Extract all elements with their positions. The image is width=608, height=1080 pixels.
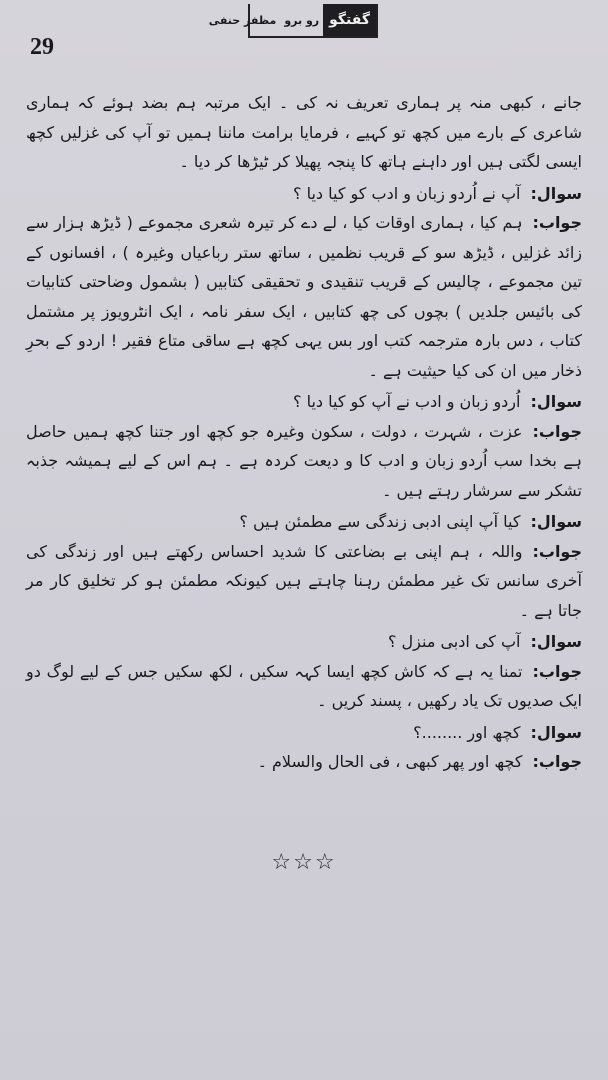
- answer-1: [26, 208, 582, 385]
- body-text: [26, 88, 582, 777]
- header-title: گفتگو: [323, 4, 376, 36]
- question-label: سوال:: [530, 722, 582, 742]
- answer-label: جواب:: [532, 661, 582, 681]
- question-4: [26, 627, 582, 657]
- answer-label: جواب:: [532, 541, 582, 561]
- running-header: [208, 4, 378, 38]
- question-text: کیا آپ اپنی ادبی زندگی سے مطمئن ہیں ؟: [239, 512, 521, 531]
- answer-text: واللہ ، ہم اپنی بے بضاعتی کا شدید احساس رکھتے ہیں اور زندگی کی آخری سانس تک غیر مطمئن رہنا چاہتے ہیں کیونکہ مطمئن ہو کر تخلیق کار مر جاتا ہے ۔: [26, 541, 582, 620]
- question-label: سوال:: [530, 512, 582, 531]
- answer-label: جواب:: [532, 752, 582, 771]
- answer-5: [26, 747, 582, 777]
- question-1: [26, 179, 582, 209]
- answer-text: تمنا یہ ہے کہ کاش کچھ ایسا کہہ سکیں ، لکھ سکیں جس کے لیے لوگ دو ایک صدیوں تک یاد رکھیں ، پسند کریں ۔: [26, 661, 582, 710]
- question-label: سوال:: [530, 183, 582, 203]
- answer-label: جواب:: [532, 213, 582, 232]
- header-author: مظفر حنفی: [208, 13, 277, 27]
- question-text: اُردو زبان و ادب نے آپ کو کیا دیا ؟: [293, 392, 521, 411]
- question-2: [26, 387, 582, 417]
- answer-3: [26, 537, 582, 626]
- answer-2: [26, 417, 582, 506]
- answer-text: عزت ، شہرت ، دولت ، سکون وغیرہ جو کچھ اور جتنا کچھ ہمیں حاصل ہے بخدا سب اُردو زبان و ادب کا و دیعت کردہ ہے ۔ ہم اس کے لیے ہمیشہ جذبہ تشکر سے سرشار رہتے ہیں ۔: [26, 421, 582, 500]
- page-number: 29: [30, 34, 54, 60]
- question-text: آپ نے اُردو زبان و ادب کو کیا دیا ؟: [293, 183, 521, 203]
- answer-4: [26, 657, 582, 716]
- question-label: سوال:: [530, 392, 582, 411]
- intro-paragraph: جانے ، کبھی منہ پر ہماری تعریف نہ کی ۔ ایک مرتبہ ہم بضد ہوئے کہ ہماری شاعری کے بارے میں کچھ تو کہیے ، فرمایا برامت ماننا ہمیں تو آپ کی غزلیں کچھ ایسی لگتی ہیں اور داہنے ہاتھ کا پنجہ پھیلا کر ٹیڑھا کر دیا ۔: [26, 93, 582, 171]
- question-3: [26, 507, 582, 537]
- question-text: آپ کی ادبی منزل ؟: [387, 632, 521, 651]
- end-stars-icon: ☆☆☆: [271, 850, 337, 875]
- question-text: کچھ اور ........؟: [413, 722, 521, 742]
- question-label: سوال:: [530, 632, 582, 651]
- question-5: [26, 718, 582, 748]
- answer-text: ہم کیا ، ہماری اوقات کیا ، لے دے کر تیرہ شعری مجموعے ( ڈیڑھ ہزار سے زائد غزلیں ، ڈیڑھ سو کے قریب نظمیں ، ساتھ ستر رباعیاں وغیرہ ) ، افسانوں کے تین مجموعے ، چالیس کے قریب تنقیدی و تحقیقی کتابیں ( بشمول وضاحتی کتابیات کی بائیس جلدیں ) بچوں کی چھ کتابیں ، ایک سفر نامہ ، ایک انٹرویوز پر مشتمل کتاب ، دس بارہ مترجمہ کتب اور بس یہی کچھ ہے ساقی متاع فقیر ! اردو کے بحرِ ذخار میں ان کی کیا حیثیت ہے ۔: [26, 213, 582, 380]
- answer-text: کچھ اور پھر کبھی ، فی الحال والسلام ۔: [257, 752, 523, 771]
- answer-label: جواب:: [532, 421, 582, 441]
- header-middle: رو برو: [284, 13, 320, 27]
